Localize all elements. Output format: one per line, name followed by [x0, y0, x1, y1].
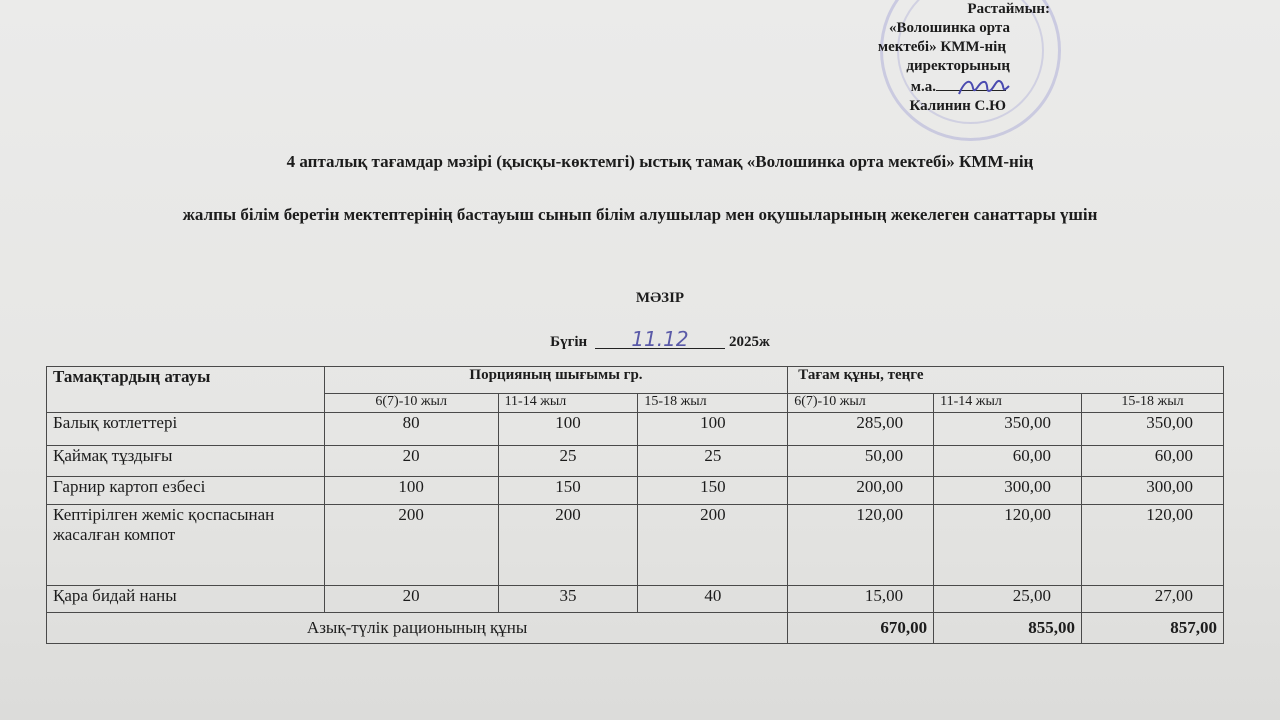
portion-cell: 40 — [638, 586, 788, 613]
portion-cell: 80 — [324, 413, 498, 446]
portion-cell: 35 — [498, 586, 638, 613]
date-prefix: Бүгін — [550, 334, 588, 350]
subheader-price-age-3: 15-18 жыл — [1082, 394, 1224, 413]
price-cell: 200,00 — [788, 477, 934, 505]
table-row — [47, 586, 1224, 613]
signature-mark — [955, 72, 1015, 102]
subheader-portion-age-3: 15-18 жыл — [638, 394, 788, 413]
total-label: Азық-түлік рационының құны — [47, 613, 788, 644]
price-cell: 60,00 — [1082, 446, 1224, 477]
price-cell: 350,00 — [934, 413, 1082, 446]
portion-cell: 100 — [638, 413, 788, 446]
price-cell: 350,00 — [1082, 413, 1224, 446]
approval-block — [820, 0, 1050, 116]
price-cell: 300,00 — [934, 477, 1082, 505]
price-cell: 120,00 — [934, 505, 1082, 586]
header-portion: Порцияның шығымы гр. — [324, 367, 787, 394]
price-cell: 60,00 — [934, 446, 1082, 477]
approval-line-2: «Волошинка орта — [888, 20, 1010, 36]
date-line — [500, 327, 820, 351]
price-cell: 27,00 — [1082, 586, 1224, 613]
date-value: 11.12 — [595, 330, 725, 349]
approval-line-5: м.а. — [910, 79, 936, 95]
dish-name: Қаймақ тұздығы — [47, 446, 325, 477]
approval-line-1: Растаймын: — [967, 1, 1050, 17]
table-row — [47, 413, 1224, 446]
subheader-price-age-1: 6(7)-10 жыл — [788, 394, 934, 413]
subheader-portion-age-2: 11-14 жыл — [498, 394, 638, 413]
portion-cell: 150 — [638, 477, 788, 505]
approval-line-3: мектебі» КММ-нің — [877, 39, 1006, 55]
price-cell: 25,00 — [934, 586, 1082, 613]
dish-name: Кептірілген жеміс қоспасынан жасалған компот — [47, 505, 325, 586]
dish-name: Гарнир картоп езбесі — [47, 477, 325, 505]
price-cell: 120,00 — [788, 505, 934, 586]
subheader-price-age-2: 11-14 жыл — [934, 394, 1082, 413]
portion-cell: 200 — [324, 505, 498, 586]
document-title-line-1: 4 апталық тағамдар мәзірі (қысқы-көктемгі) ыстық тамақ «Волошинка орта мектебі» КММ-нің — [286, 152, 1034, 171]
header-dish-name: Тамақтардың атауы — [47, 367, 325, 413]
table-row — [47, 477, 1224, 505]
approval-line-4: директорының — [906, 58, 1010, 74]
price-cell: 120,00 — [1082, 505, 1224, 586]
total-cell: 857,00 — [1082, 613, 1224, 644]
approval-line-6: Калинин С.Ю — [909, 98, 1006, 114]
header-price: Тағам құны, теңге — [788, 367, 1224, 394]
portion-cell: 20 — [324, 586, 498, 613]
price-cell: 15,00 — [788, 586, 934, 613]
portion-cell: 150 — [498, 477, 638, 505]
document-title-line-2: жалпы білім беретін мектептерінің бастауыш сынып білім алушылар мен оқушыларының жекелеген санаттары үшін — [182, 205, 1098, 224]
dish-name: Қара бидай наны — [47, 586, 325, 613]
table-row — [47, 446, 1224, 477]
menu-heading: МӘЗІР — [635, 290, 685, 306]
dish-name: Балық котлеттері — [47, 413, 325, 446]
portion-cell: 100 — [324, 477, 498, 505]
total-cell: 855,00 — [934, 613, 1082, 644]
portion-cell: 200 — [498, 505, 638, 586]
approval-signature-line — [820, 76, 1050, 97]
price-cell: 300,00 — [1082, 477, 1224, 505]
price-cell: 285,00 — [788, 413, 934, 446]
date-suffix: 2025ж — [728, 334, 770, 350]
total-row — [47, 613, 1224, 644]
portion-cell: 25 — [498, 446, 638, 477]
portion-cell: 100 — [498, 413, 638, 446]
portion-cell: 25 — [638, 446, 788, 477]
portion-cell: 20 — [324, 446, 498, 477]
table-row — [47, 505, 1224, 586]
menu-table — [46, 366, 1224, 644]
total-cell: 670,00 — [788, 613, 934, 644]
price-cell: 50,00 — [788, 446, 934, 477]
portion-cell: 200 — [638, 505, 788, 586]
subheader-portion-age-1: 6(7)-10 жыл — [324, 394, 498, 413]
